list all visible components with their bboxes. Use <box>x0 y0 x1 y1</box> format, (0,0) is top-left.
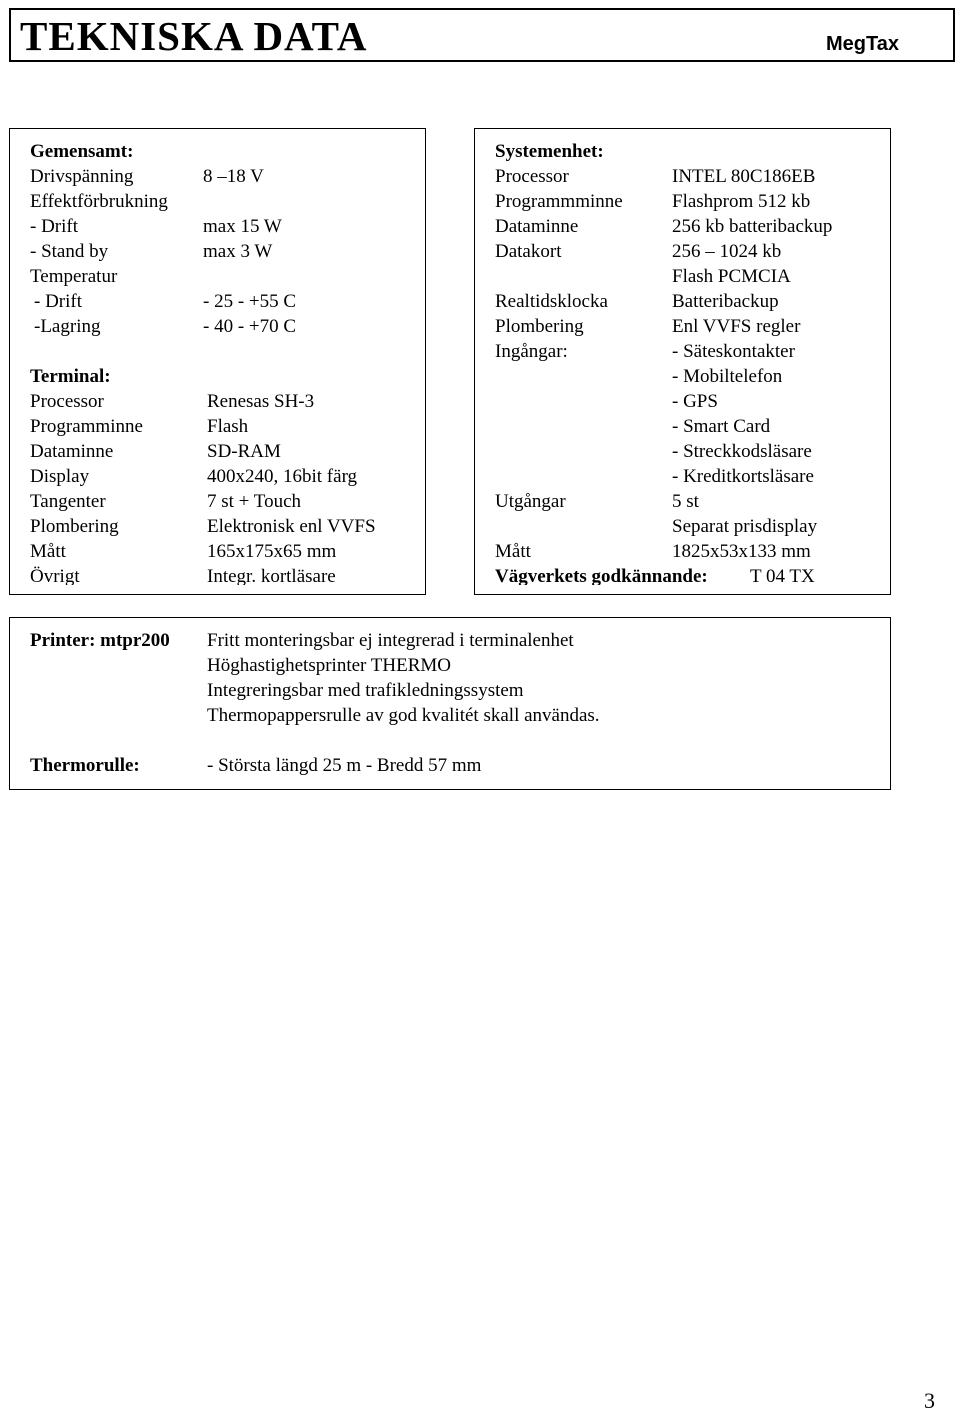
spec-label: Display <box>30 466 90 487</box>
spec-label: - Drift <box>34 291 83 312</box>
specs-left-box <box>9 128 426 595</box>
spec-value: - Smart Card <box>672 416 771 437</box>
spec-value: 5 st <box>672 491 699 512</box>
spec-value: Elektronisk enl VVFS <box>207 516 376 537</box>
spec-value: Separat prisdisplay <box>672 516 818 537</box>
gemensamt-heading: Gemensamt: <box>30 141 134 162</box>
spec-label: Realtidsklocka <box>495 291 608 312</box>
spec-label: Dataminne <box>495 216 579 237</box>
spec-value: Flash <box>207 416 249 437</box>
spec-label: Mått <box>495 541 531 562</box>
spec-value: 400x240, 16bit färg <box>207 466 358 487</box>
thermorulle-value: - Största längd 25 m - Bredd 57 mm <box>207 755 482 776</box>
spec-value: INTEL 80C186EB <box>672 166 816 187</box>
spec-value: 7 st + Touch <box>207 491 302 512</box>
spec-label: -Lagring <box>34 316 101 337</box>
page-header <box>9 8 955 62</box>
spec-value: - Mobiltelefon <box>672 366 783 387</box>
spec-value: Integr. kortläsare <box>207 566 336 585</box>
spec-value: max 15 W <box>203 216 282 237</box>
spec-value: - 25 - +55 C <box>203 291 297 312</box>
printer-line: Thermopappersrulle av god kvalitét skall användas. <box>207 705 600 726</box>
spec-value: 256 kb batteribackup <box>672 216 833 237</box>
spec-value: SD-RAM <box>207 441 281 462</box>
page-number: 3 <box>924 1388 935 1413</box>
spec-value: 256 – 1024 kb <box>672 241 782 262</box>
spec-label: Processor <box>30 391 104 412</box>
brand-name: MegTax <box>826 33 899 55</box>
spec-label: Utgångar <box>495 491 566 512</box>
spec-label: Ingångar: <box>495 341 568 362</box>
spec-label: Programminne <box>30 416 143 437</box>
spec-label: Plombering <box>495 316 584 337</box>
approval-value: T 04 TX <box>750 566 815 585</box>
spec-label: - Stand by <box>30 241 109 262</box>
spec-value: max 3 W <box>203 241 273 262</box>
printer-line: Höghastighetsprinter THERMO <box>207 655 451 676</box>
spec-label: Övrigt <box>30 566 80 585</box>
spec-value: - Kreditkortsläsare <box>672 466 814 487</box>
spec-label: Tangenter <box>30 491 106 512</box>
spec-label: Datakort <box>495 241 562 262</box>
approval-label: Vägverkets godkännande: <box>495 566 708 585</box>
systemenhet-heading: Systemenhet: <box>495 141 604 162</box>
spec-value: - GPS <box>672 391 718 412</box>
printer-line: Fritt monteringsbar ej integrerad i terminalenhet <box>207 630 574 651</box>
printer-label: Printer: mtpr200 <box>30 630 170 651</box>
spec-value: - Säteskontakter <box>672 341 795 362</box>
spec-value: - 40 - +70 C <box>203 316 297 337</box>
printer-line: Integreringsbar med trafikledningssystem <box>207 680 524 701</box>
spec-label: Processor <box>495 166 569 187</box>
spec-label: - Drift <box>30 216 79 237</box>
spec-value: 1825x53x133 mm <box>672 541 811 562</box>
spec-value: Renesas SH-3 <box>207 391 315 412</box>
spec-label: Plombering <box>30 516 119 537</box>
spec-label: Temperatur <box>30 266 118 287</box>
spec-value: Flashprom 512 kb <box>672 191 811 212</box>
systemenhet-box <box>474 128 891 595</box>
printer-box <box>9 617 891 790</box>
terminal-heading: Terminal: <box>30 366 111 387</box>
spec-label: Drivspänning <box>30 166 134 187</box>
spec-value: 8 –18 V <box>203 166 264 187</box>
spec-label: Dataminne <box>30 441 114 462</box>
spec-value: 165x175x65 mm <box>207 541 337 562</box>
spec-value: - Streckkodsläsare <box>672 441 812 462</box>
spec-label: Mått <box>30 541 66 562</box>
thermorulle-label: Thermorulle: <box>30 755 140 776</box>
spec-label: Effektförbrukning <box>30 191 168 212</box>
spec-value: Enl VVFS regler <box>672 316 801 337</box>
spec-label: Programmminne <box>495 191 623 212</box>
spec-value: Flash PCMCIA <box>672 266 791 287</box>
page-title: TEKNISKA DATA <box>20 13 368 59</box>
spec-value: Batteribackup <box>672 291 779 312</box>
